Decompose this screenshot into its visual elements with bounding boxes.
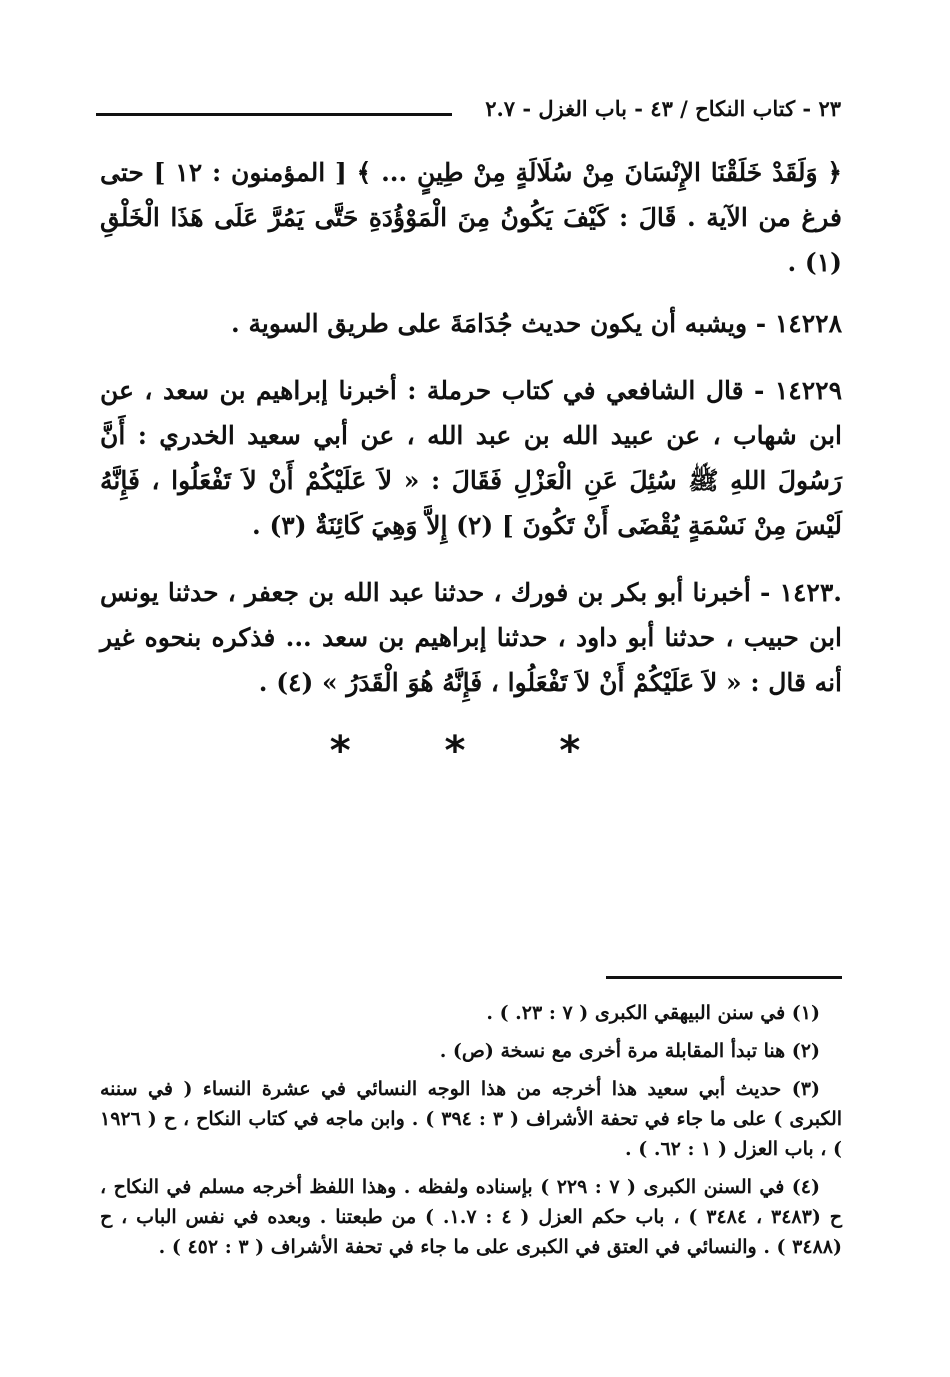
footnote-4: (٤) في السنن الكبرى ( ٧ : ٢٢٩ ) بإسناده ولفظه . وهذا اللفظ أخرجه مسلم في النكاح ، ح (٣٤٨٣ ، ٣٤٨٤ ) ، باب حكم العزل ( ٤ : ١.٧. ) من طبعتنا . وبعده في نفس الباب ، ح (٣٤٨٨ ) . والنسائي في العتق في الكبرى على ما جاء في تحفة الأشراف ( ٣ : ٤٥٢ ) . — [100, 1176, 842, 1258]
footnote-3: (٣) حديث أبي سعيد هذا أخرجه من هذا الوجه النسائي في عشرة النساء ( في سننه الكبرى ) على ما جاء في تحفة الأشراف ( ٣ : ٣٩٤ ) . وابن ماجه في كتاب النكاح ، ح ( ١٩٢٦ ) ، باب العزل ( ١ : ٦٢. ) . — [100, 1078, 843, 1160]
header-rule — [96, 113, 452, 116]
paragraph-14228: ١٤٢٢٨ - ويشبه أن يكون حديث جُدَامَةَ على طريق السوية . — [231, 309, 842, 338]
footnotes — [100, 998, 842, 1270]
section-separator: * * * — [329, 728, 621, 774]
paragraph-14229: ١٤٢٢٩ - قال الشافعي في كتاب حرملة : أخبرنا إبراهيم بن سعد ، عن ابن شهاب ، عن عبيد الله بن عبد الله ، عن أبي سعيد الخدري : أَنَّ رَسُولَ اللهِ ﷺ سُئِلَ عَنِ الْعَزْلِ فَقَالَ : « لاَ عَلَيْكُمْ أَنْ لاَ تَفْعَلُوا ، فَإِنَّهُ لَيْسَ مِنْ نَسْمَةٍ يُقْضَى أَنْ تَكُونَ ] (٢) إِلاَّ وَهِيَ كَائِنَةٌ (٣) . — [100, 376, 842, 540]
main-text — [100, 150, 842, 727]
footnote-1: (١) في سنن البيهقي الكبرى ( ٧ : ٢٣. ) . — [486, 1002, 820, 1024]
paragraph-14230: .١٤٢٣ - أخبرنا أبو بكر بن فورك ، حدثنا عبد الله بن جعفر ، حدثنا يونس ابن حبيب ، حدثنا أبو داود ، حدثنا إبراهيم بن سعد ... فذكره بنحوه غير أنه قال : « لاَ عَلَيْكُمْ أَنْ لاَ تَفْعَلُوا ، فَإِنَّهُ هُوَ الْقَدَرُ » (٤) . — [100, 578, 842, 697]
paragraph-verse-continuation: ﴿ وَلَقَدْ خَلَقْنَا الإِنْسَانَ مِنْ سُلَالَةٍ مِنْ طِينٍ ... ﴾ [ المؤمنون : ١٢ ] حتى فرغ من الآية . قَالَ : كَيْفَ يَكُونُ مِنَ الْمَوْؤُدَةِ حَتَّى يَمُرَّ عَلَى هَذَا الْخَلْقِ (١) . — [100, 158, 842, 277]
running-title: ٢٣ - كتاب النكاح / ٤٣ - باب الغزل - ٢.٧ — [485, 96, 841, 121]
running-header — [96, 96, 841, 126]
footnote-rule — [606, 976, 842, 979]
footnote-2: (٢) هنا تبدأ المقابلة مرة أخرى مع نسخة (ص) . — [439, 1040, 820, 1062]
